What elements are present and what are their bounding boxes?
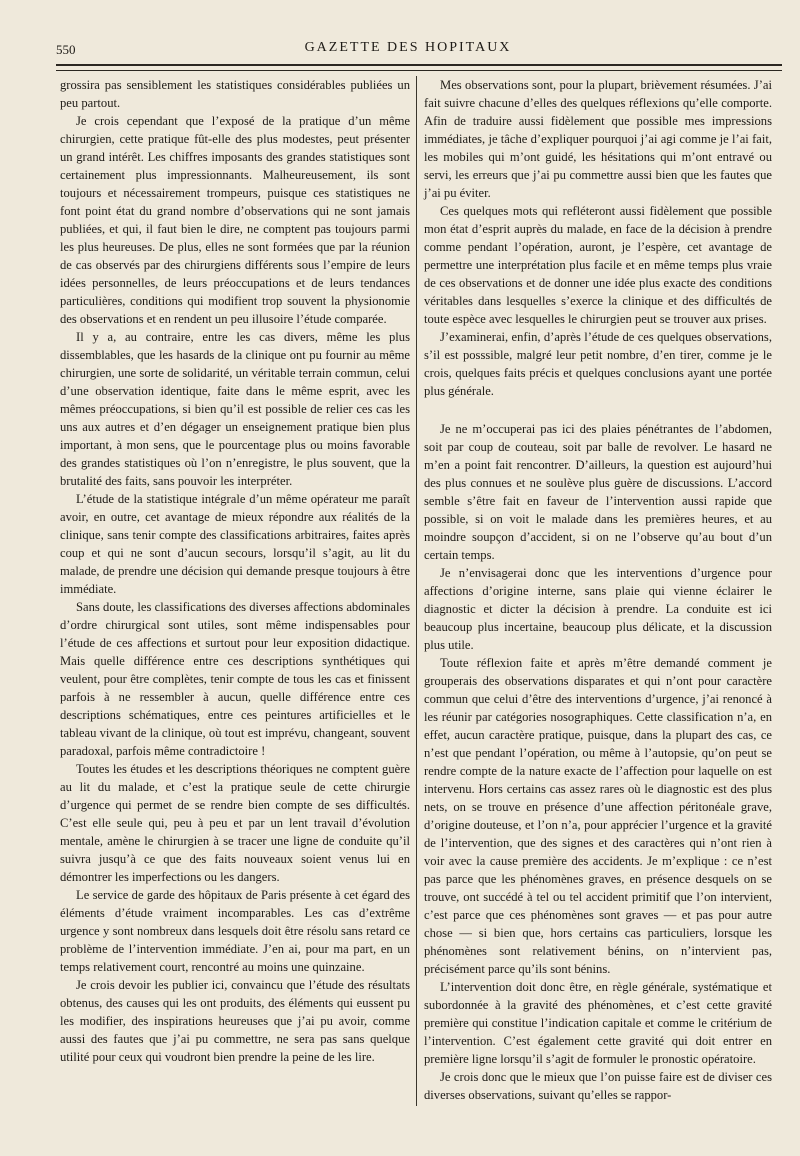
- paragraph: Je ne m’occuperai pas ici des plaies pénétrantes de l’abdomen, soit par coup de couteau, soit par balle de revolver. Le hasard ne m’en a point fait rencontrer. D’ailleurs, la question est aujourd’hui des plus connues et ne soulève plus guère de discussions. L’accord semble s’être fait en faveur de l’intervention aussi rapide que possible, si on voit le malade dans les premières heures, et au moindre soupçon d’accident, si on ne l’observe qu’au bout d’un certain temps.: [424, 422, 772, 562]
- paragraph: L’étude de la statistique intégrale d’un même opérateur me paraît avoir, en outre, cet avantage de mieux répondre aux réalités de la clinique, sans tenir compte des classifications arbitraires, faites après coup et qui ne sont d’aucun secours, lorsqu’il s’agit, au lit du malade, de prendre une décision qui demande presque toujours à être immédiate.: [60, 492, 410, 596]
- paragraph: Ces quelques mots qui refléteront aussi fidèlement que possible mon état d’esprit auprès du malade, en face de la décision à prendre comme pendant l’opération, auront, je l’espère, cet avantage de permettre une interprétation plus facile et en même temps plus vraie de ces observations et de donner une idée plus exacte des conditions véritables dans lesquelles s’exerce la clinique et des difficultés de toute espèce avec lesquelles le chirurgien peut se trouver aux prises.: [424, 204, 772, 326]
- paragraph: L’intervention doit donc être, en règle générale, systématique et subordonnée à la gravité des phénomènes, et c’est cette gravité première qui constitue l’indication capitale et comme le critérium de l’intervention. C’est également cette gravité qui doit entrer en première ligne lorsqu’il s’agit de formuler le pronostic opératoire.: [424, 980, 772, 1066]
- paragraph: Je crois cependant que l’exposé de la pratique d’un même chirurgien, cette pratique fût-elle des plus modestes, peut présenter un grand intérêt. Les chiffres imposants des grandes statistiques sont certainement plus impressionnants. Malheureusement, ils sont toujours et nécessairement trompeurs, puisque ces statistiques ne font point état du grand nombre d’observations qui ne sont jamais publiées, et qui, il faut bien le dire, ne comptent pas toujours parmi les plus heureuses. De plus, elles ne sont formées que par la réunion de cas observés par des chirurgiens différents sous l’empire de leurs idées personnelles, de leurs préoccupations et de leurs tendances particulières, conditions qui modifient trop souvent la physionomie des observations et en rendent un peu illusoire l’étude comparée.: [60, 114, 410, 326]
- paragraph: Je crois devoir les publier ici, convaincu que l’étude des résultats obtenus, des causes qui les ont produits, des éléments qui eussent pu les modifier, des inspirations heureuses que j’ai pu avoir, comme aussi des fautes que j’ai pu commettre, ne sera pas sans quelque utilité pour ceux qui voudront bien prendre la peine de les lire.: [60, 978, 410, 1064]
- left-column: [60, 76, 410, 1066]
- running-head: [56, 32, 760, 58]
- section-break: [424, 400, 772, 420]
- paragraph: J’examinerai, enfin, d’après l’étude de ces quelques observations, s’il est posssible, malgré leur petit nombre, d’en tirer, comme je le crois, quelques faits précis et quelques conclusions ayant une portée plus générale.: [424, 330, 772, 398]
- paragraph: Il y a, au contraire, entre les cas divers, même les plus dissemblables, que les hasards de la clinique ont pu fournir au même chirurgien, une sorte de solidarité, un véritable terrain commun, celui d’une observation identique, faite dans le même esprit, avec les mêmes préoccupations, si bien qu’il est possible de relier ces cas les uns aux autres et d’en dégager un enseignement pratique bien plus important, à mon sens, que le pourcentage plus ou moins favorable des grandes statistiques où l’on n’enregistre, le plus souvent, que la brutalité des faits, sans pouvoir les interpréter.: [60, 330, 410, 488]
- journal-title: GAZETTE DES HOPITAUX: [304, 40, 512, 55]
- paragraph: Toutes les études et les descriptions théoriques ne comptent guère au lit du malade, et c’est la pratique seule de cette chirurgie d’urgence qui permet de se rendre bien compte de ses difficultés. C’est elle seule qui, peu à peu et par un lent travail d’évolution mentale, amène le chirurgien à se tracer une ligne de conduite qu’il suivra jusqu’à ce que des faits nouveaux soient venus lui en démontrer les imperfections ou les dangers.: [60, 762, 410, 884]
- paragraph: grossira pas sensiblement les statistiques considérables publiées un peu partout.: [60, 78, 410, 110]
- header-rule-thick: [56, 64, 782, 66]
- paragraph: Sans doute, les classifications des diverses affections abdominales d’ordre chirurgical sont utiles, sont même indispensables pour l’étude de ces affections et surtout pour leur exposition didactique. Mais quelle différence entre ces descriptions synthétiques qui veulent, pour être complètes, tenir compte de tous les cas et finissent parfois à ne ressembler à aucun, quelle différence entre ces descriptions schématiques, entre ces peintures artificielles et le tableau vivant de la clinique, où tout est imprévu, changeant, souvent paradoxal, parfois même contradictoire !: [60, 600, 410, 758]
- paragraph: Je crois donc que le mieux que l’on puisse faire est de diviser ces diverses observations, suivant qu’elles se rappor-: [424, 1070, 772, 1102]
- right-column: [424, 76, 772, 1104]
- paragraph: Toute réflexion faite et après m’être demandé comment je grouperais des observations disparates et qui n’ont pour caractère commun que celui d’être des interventions d’urgence, j’ai renoncé à les réunir par catégories nosographiques. Cette classification n’a, en effet, aucun caractère pratique, puisque, dans la plupart des cas, ce n’est que pendant l’opération, ou même à l’autopsie, qu’on peut se rendre compte de la nature exacte de l’affection pour laquelle on est intervenu. Hors certains cas assez rares où le diagnostic est des plus nets, on se trouve en présence d’une affection péritonéale grave, d’origine douteuse, et l’on n’a, pour apprécier l’urgence et la gravité de l’intervention, que des signes et des caractères qui n’ont rien à voir avec la cause première des accidents. Je m’explique : ce n’est pas parce que les phénomènes graves, en présence desquels on se trouve, ont succédé à tel ou tel accident primitif que l’on intervient, c’est parce que ces phénomènes sont graves — et pas pour autre chose — si bien que, hors certains cas particuliers, lorsque les phénomènes sont relativement bénins, on n’intervient pas, précisément parce qu’ils sont bénins.: [424, 656, 772, 976]
- column-divider: [416, 76, 417, 1106]
- header-rule-thin: [56, 70, 782, 71]
- paragraph: Le service de garde des hôpitaux de Paris présente à cet égard des éléments d’étude vraiment incomparables. Les cas d’extrême urgence y sont nombreux dans lesquels doit être résolu sans retard ce problème de l’intervention immédiate. J’en ai, pour ma part, en un temps relativement court, rencontré au moins une quinzaine.: [60, 888, 410, 974]
- paragraph: Je n’envisagerai donc que les interventions d’urgence pour affections d’origine interne, sans plaie qui vienne éclairer le diagnostic et dicter la décision à prendre. La conduite est ici beaucoup plus incertaine, beaucoup plus délicate, et la discussion plus utile.: [424, 566, 772, 652]
- page-number: 550: [56, 42, 76, 57]
- paragraph: Mes observations sont, pour la plupart, brièvement résumées. J’ai fait suivre chacune d’elles des quelques réflexions qu’elle comporte. Afin de traduire aussi fidèlement que possible mes impressions immédiates, je tâche d’expliquer pourquoi j’ai agi comme je l’ai fait, les mobiles qui m’ont guidé, les hésitations qui m’ont entravé ou servi, les erreurs que j’ai pu commettre aussi bien que les fautes que j’ai pu éviter.: [424, 78, 772, 200]
